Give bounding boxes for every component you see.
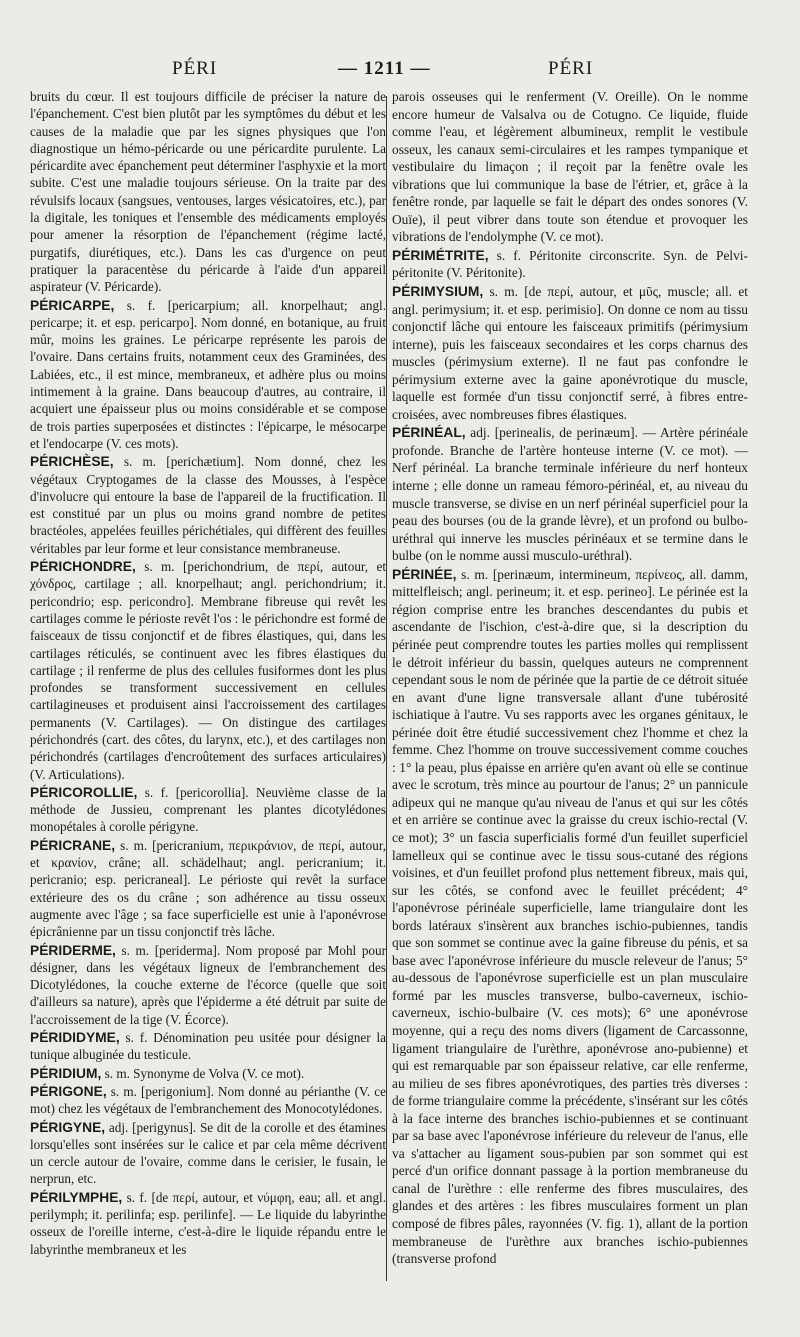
entry-periderme: PÉRIDERME, s. m. [periderma]. Nom proposé par Mohl pour désigner, dans les végétaux ligneux de l'embranchement des Dicotylédones, la couche externe de l'écorce (quelle que soit d'ailleurs sa nature), après que l'épiderme a été détruit par suite de l'accroissement de la tige (V. Écorce).	[30, 942, 387, 1027]
headword: PÉRICOROLLIE,	[30, 784, 138, 800]
entry-pericorollie: PÉRICOROLLIE, s. f. [pericorollia]. Neuvième classe de la méthode de Jussieu, comprenant les plantes dicotylédones monopétales à corolle périgyne.	[30, 784, 386, 835]
entry-perimysium: PÉRIMYSIUM, s. m. [de περί, autour, et μῦς, muscle; all. et angl. perimysium; it. et esp. perimisio]. On donne ce nom au tissu conjonctif lâche qui entoure les faisceaux primitifs (périmysium interne), puis les faisceaux secondaires et les corps charnus des muscles (périmysium externe). Il ne faut pas confondre le périmysium externe avec la gaine aponévrotique du muscle, laquelle est formée d'un tissu conjonctif serré, à fibres entre-croisées, avec nombreuses fibres élastiques.	[392, 284, 748, 422]
entry-perididyme: PÉRIDIDYME, s. f. Dénomination peu usitée pour désigner la tunique albuginée du testicule.	[30, 1030, 387, 1063]
entry-perinee: PÉRINÉE, s. m. [perinæum, intermineum, περίνεος, all. damm, mittelfleisch; angl. perineum; it. et esp. perineo]. Le périnée est la région comprise entre les branches descendantes du pubis et ascendante de l'ischion, c'est-à-dire que, si la description du périnée peut comprendre toutes les parties molles qui remplissent le détroit inférieur du bassin, quelques auteurs ne comprennent cependant sous le nom de périnée que la partie de ce détroit située en avant d'une ligne transversale allant d'une tubérosité ischiatique à l'autre. Vu ses rapports avec les organes génitaux, le périnée doit être étudié successivement chez l'homme et chez la femme. Chez l'homme on trouve successivement comme couches : 1° la peau, plus épaisse en arrière qu'en avant où elle se continue avec le scrotum, très mince au pourtour de l'anus; 2° un pannicule adipeux qui ne manque qu'au niveau de l'anus et qui sur les côtés et en arrière se continue avec la graisse du creux ischio-rectal (V. ce mot); 3° un fascia superficialis formé d'un feuillet superficiel lamelleux qui se continue avec le tissu sous-cutané des régions voisines, et d'un feuillet profond plus nettement fibreux, mais qui, sur les côtés, se confond avec le feuillet précédent; 4° l'aponévrose périnéale superficielle, lame triangulaire dont les bords latéraux s'insèrent aux branches ischio-pubiennes, tandis que son sommet se continue avec la gaine fibreuse du pénis, et sa base avec l'aponévrose inférieure du muscle releveur de l'anus; 5° au-dessous de l'aponévrose superficielle est un plan musculaire formé par les muscles transverse, bulbo-caverneux, ischio-caverneux, ischio-bulbaire (V. ces mots); 6° une aponévrose moyenne, qui a reçu des noms divers (ligament de Carcassonne, ligament triangulaire de l'urèthre, aponévrose ano-pubienne) et qui est remarquable par son épaisseur relative, car elle renferme, au milieu de ses fibres aponévrotiques, des parties très diverses : de forme triangulaire comme la précédente, s'insérant sur les côtés à la face interne des branches ischio-pubiennes et se continuant par sa base avec l'aponévrose inférieure du releveur de l'anus, elle va s'attacher au ligament sous-pubien par son sommet qui est percé d'un orifice donnant passage à la portion membraneuse du canal de l'urèthre : elle renferme des fibres musculaires, des glandes et des artères : les fibres musculaires forment un plan composé de fibres pâles, rayonnées (V. fig. 1), allant de la portion membraneuse de l'urèthre aux branches ischio-pubiennes (transverse profond	[392, 566, 748, 1267]
entry-perichese: PÉRICHÈSE, s. m. [perichætium]. Nom donné, chez les végétaux Cryptogames de la classe des Mousses, à l'espèce d'involucre qui entoure la base de l'appareil de la fructification. Il est constitué par un plus ou moins grand nombre de petites bractéoles, appelées feuilles périchétiales, qui diffèrent des feuilles véritables par leur forme et leur consistance membraneuse.	[30, 454, 386, 556]
entry-pericarpe: PÉRICARPE, s. f. [pericarpium; all. knorpelhaut; angl. pericarpe; it. et esp. pericarpo]. Nom donné, en botanique, au fruit mûr, moins les graines. Le péricarpe représente les parois de l'ovaire. Dans certains fruits, notamment ceux des Graminées, des Labiées, etc., il est mince, membraneux, et adhère plus ou moins intimement à la graine. Dans beaucoup d'autres, au contraire, il acquiert une épaisseur plus ou moins considérable et se compose de trois parties superposées et distinctes : l'épicarpe, le mésocarpe et l'endocarpe (V. ces mots).	[30, 297, 387, 451]
headword: PÉRIDIUM,	[30, 1065, 102, 1081]
entry-perigone: PÉRIGONE, s. m. [perigonium]. Nom donné au périanthe (V. ce mot) chez les végétaux de l'embranchement des Monocotylédones.	[30, 1083, 386, 1117]
headword: PÉRICHÈSE,	[30, 454, 114, 470]
left-column	[30, 88, 386, 1258]
entry-perichondre: PÉRICHONDRE, s. m. [perichondrium, de περί, autour, et χόνδρος, cartilage ; all. knorpelhaut; angl. perichondrium; it. pericondrio; esp. pericondro]. Membrane fibreuse qui revêt les cartilages comme le périoste revêt l'os : le périchondre est formé de faisceaux de tissu conjonctif et de fibres élastiques, qui, dans les cartilages réticulés, se continuent avec les fibres élastiques du cartilage ; il renferme de plus des cellules fusiformes dont les plus profondes se transforment successivement en cellules cartilagineuses et produisent ainsi l'accroissement des cartilages permanents (V. Cartilages). — On distingue des cartilages périchondrés (cart. des côtes, du larynx, etc.), et des cartilages non périchondrés (cartilages d'encroûtement des surfaces articulaires) (V. Articulations).	[30, 559, 386, 782]
headword: PÉRIDERME,	[30, 942, 116, 958]
headword: PÉRICARPE,	[30, 297, 115, 313]
entry-continuation: bruits du cœur. Il est toujours difficile de préciser la nature de l'épanchement. C'est bien plutôt par les symptômes du début et les causes de la maladie que par les signes physiques que l'on diagnostique un hémo-péricarde ou une péricardite purulente. La péricardite avec épanchement peut déterminer l'asphyxie et la mort subite. C'est une maladie toujours sérieuse. On la traite par des révulsifs locaux (sangsues, ventouses, larges vésicatoires, etc.), par la digitale, les toniques et l'ensemble des médicaments employés pour amener la résorption de l'épanchement (régime lacté, purgatifs, diurétiques, etc.). Dans les cas d'urgence on peut pratiquer la paracentèse du péricarde à l'aide d'un appareil aspirateur (V. Péricarde).	[30, 89, 386, 295]
headword: PÉRIMÉTRITE,	[392, 247, 489, 263]
headword: PÉRINÉE,	[392, 566, 457, 582]
running-header	[0, 58, 800, 84]
right-column	[392, 88, 748, 1268]
entry-perimetrite: PÉRIMÉTRITE, s. f. Péritonite circonscrite. Syn. de Pelvi-péritonite (V. Péritonite).	[392, 247, 748, 281]
headword: PÉRIMYSIUM,	[392, 284, 484, 300]
headword: PÉRICHONDRE,	[30, 559, 136, 575]
column-divider	[386, 96, 387, 1281]
headword: PÉRIDIDYME,	[30, 1030, 120, 1046]
entry-perigyne: PÉRIGYNE, adj. [perigynus]. Se dit de la corolle et des étamines lorsqu'elles sont insérées sur le calice et par cela même décrivent un cercle autour de l'ovaire, comme dans le cerisier, le fusain, le nerprun, etc.	[30, 1119, 387, 1187]
page-number: — 1211 —	[338, 58, 431, 79]
header-left-keyword: PÉRI	[172, 58, 218, 79]
headword: PÉRIGONE,	[30, 1083, 107, 1099]
entry-continuation: parois osseuses qui le renferment (V. Oreille). On le nomme encore humeur de Valsalva ou de Cotugno. Ce liquide, fluide comme l'eau, et légèrement albumineux, remplit le vestibule osseux, les canaux semi-circulaires et les rampes tympanique et vestibulaire du limaçon ; il reçoit par la fenêtre ovale les vibrations que lui communique la base de l'étrier, et, grâce à la fenêtre ronde, par laquelle se fait le départ des ondes sonores (V. Ouïe), il peut vibrer dans toute son étendue et provoquer les vibrations de l'endolymphe (V. ce mot).	[392, 89, 748, 245]
header-right-keyword: PÉRI	[548, 58, 594, 79]
headword: PÉRIGYNE,	[30, 1119, 106, 1135]
entry-peridium: PÉRIDIUM, s. m. Synonyme de Volva (V. ce mot).	[30, 1065, 305, 1081]
headword: PÉRINÉAL,	[392, 425, 466, 441]
entry-perineal: PÉRINÉAL, adj. [perinealis, de perinæum]. — Artère périnéale profonde. Branche de l'artère honteuse interne (V. ce mot). — Nerf périnéal. La branche terminale inférieure du nerf honteux interne ; elle donne un rameau fémoro-périnéal, et, au niveau du muscle transverse, se divise en un nerf périnéal superficiel pour la peau des bourses (ou de la grande lèvre), et un profond ou bulbo-uréthral qui innerve les muscles périnéaux et se termine dans le bulbe (on le nomme aussi musculo-uréthral).	[392, 425, 748, 564]
entry-pericrane: PÉRICRANE, s. m. [pericranium, περικράνιον, de περί, autour, et κρανίον, crâne; all. schädelhaut; angl. pericranium; it. pericranio; esp. pericraneal]. Le périoste qui revêt la surface extérieure des os du crâne ; son adhérence au tissu osseux augmente avec l'âge ; sa face superficielle est unie à l'aponévrose épicrânienne par un tissu conjonctif très lâche.	[30, 837, 387, 940]
headword: PÉRILYMPHE,	[30, 1189, 123, 1205]
entry-perilymphe: PÉRILYMPHE, s. f. [de περί, autour, et νύμφη, eau; all. et angl. perilymph; it. perilinfa; esp. perilinfe]. — Le liquide du labyrinthe osseux de l'oreille interne, c'est-à-dire le liquide répandu entre le labyrinthe membraneux et les	[30, 1189, 386, 1257]
headword: PÉRICRANE,	[30, 837, 116, 853]
